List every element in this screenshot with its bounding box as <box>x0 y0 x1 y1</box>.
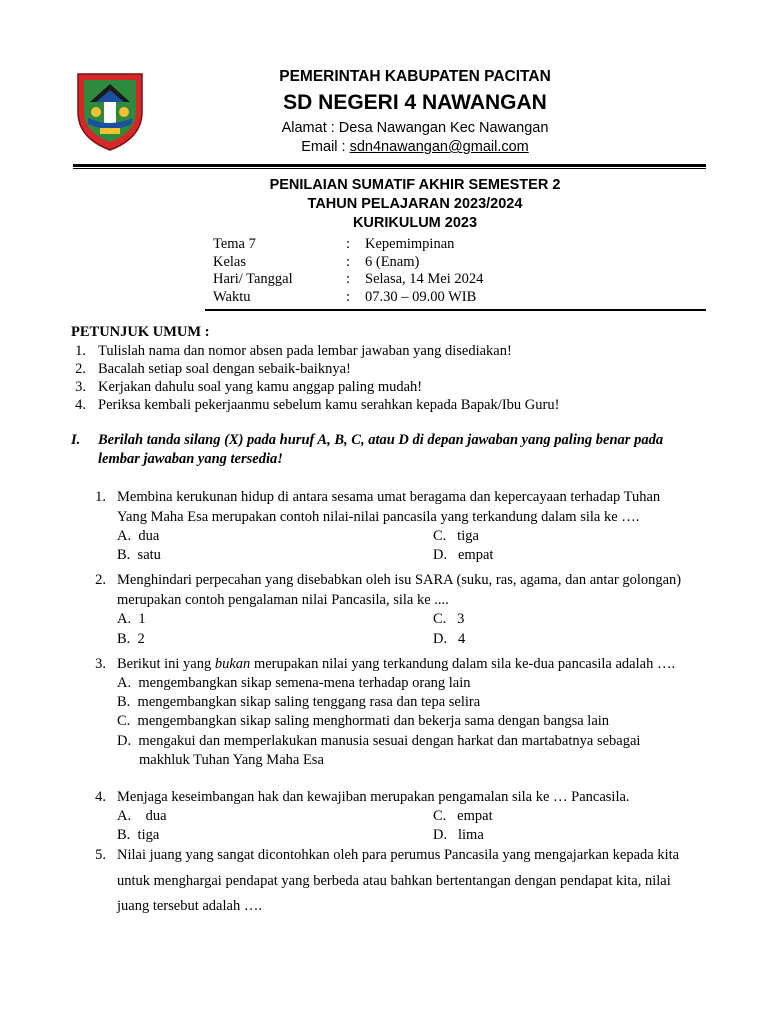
option-text: mengembangkan sikap saling tenggang rasa dan tepa selira <box>137 694 481 710</box>
section-instruction-cont: lembar jawaban yang tersedia! <box>98 451 283 467</box>
school-name: SD NEGERI 4 NAWANGAN <box>283 91 547 114</box>
instruction-item: Tulislah nama dan nomor absen pada lembar jawaban yang disediakan! <box>98 343 512 359</box>
section-instruction: Berilah tanda silang (X) pada huruf A, B, C, atau D di depan jawaban yang paling benar pada <box>98 432 664 448</box>
option-d[interactable]: D. 4 <box>433 631 466 647</box>
info-value: 07.30 – 09.00 WIB <box>365 289 477 305</box>
option-a[interactable]: A. mengembangkan sikap semena-mena terhadap orang lain <box>117 675 471 691</box>
option-text: 3 <box>457 611 465 627</box>
question-number: 3. <box>95 656 106 672</box>
header-divider-thick <box>73 164 706 167</box>
instruction-item: Bacalah setiap soal dengan sebaik-baiknya! <box>98 361 351 377</box>
info-value: Kepemimpinan <box>365 236 455 252</box>
instructions-heading: PETUNJUK UMUM : <box>71 324 210 340</box>
question-text-part: merupakan nilai yang terkandung dalam sila ke-dua pancasila adalah …. <box>250 656 676 672</box>
option-text: mengembangkan sikap semena-mena terhadap orang lain <box>138 675 471 691</box>
option-c[interactable]: C. 3 <box>433 611 465 627</box>
info-colon: : <box>346 271 351 287</box>
question-emphasis: bukan <box>214 656 251 672</box>
option-a[interactable]: A. 1 <box>117 611 146 627</box>
question-number: 5. <box>95 847 106 863</box>
info-colon: : <box>346 236 351 252</box>
email-label: Email : <box>301 139 350 155</box>
question-text: Membina kerukunan hidup di antara sesama umat beragama dan kepercayaan terhadap Tuhan <box>117 489 661 505</box>
option-text: empat <box>457 808 493 824</box>
option-text: 2 <box>137 631 145 647</box>
question-text <box>117 656 675 673</box>
question-number: 2. <box>95 572 106 588</box>
instruction-item: Kerjakan dahulu soal yang kamu anggap paling mudah! <box>98 379 423 395</box>
option-text: lima <box>457 827 484 843</box>
option-d-cont: makhluk Tuhan Yang Maha Esa <box>139 752 324 768</box>
question-text: Nilai juang yang sangat dicontohkan oleh para perumus Pancasila yang mengajarkan kepada kita <box>117 847 680 863</box>
option-text: satu <box>137 547 161 563</box>
option-text: tiga <box>457 528 479 544</box>
email-link[interactable]: sdn4nawangan@gmail.com <box>349 139 529 155</box>
instruction-number: 1. <box>75 343 86 359</box>
option-b[interactable]: B. tiga <box>117 827 160 843</box>
info-key: Tema 7 <box>213 236 256 252</box>
question-text-cont: Yang Maha Esa merupakan contoh nilai-nilai pancasila yang terkandung dalam sila ke …. <box>117 509 640 525</box>
option-b[interactable]: B. 2 <box>117 631 145 647</box>
option-d[interactable]: D. empat <box>433 547 494 563</box>
instruction-number: 3. <box>75 379 86 395</box>
question-text-part: Berikut ini yang <box>117 656 215 672</box>
government-name: PEMERINTAH KABUPATEN PACITAN <box>279 68 551 85</box>
option-b[interactable]: B. mengembangkan sikap saling tenggang rasa dan tepa selira <box>117 694 481 710</box>
question-text-cont: untuk menghargai pendapat yang berbeda atau bahkan bertentangan dengan pendapat kita, nilai <box>117 873 671 889</box>
exam-title: PENILAIAN SUMATIF AKHIR SEMESTER 2 <box>269 177 561 193</box>
option-text: tiga <box>137 827 160 843</box>
question-text-cont: juang tersebut adalah …. <box>117 898 262 914</box>
school-email-line <box>220 139 610 155</box>
option-text: mengembangkan sikap saling menghormati dan bekerja sama dengan bangsa lain <box>137 713 610 729</box>
option-a[interactable]: A. dua <box>117 808 167 824</box>
question-number: 1. <box>95 489 106 505</box>
option-c[interactable]: C. tiga <box>433 528 479 544</box>
info-colon: : <box>346 289 351 305</box>
instruction-item: Periksa kembali pekerjaanmu sebelum kamu serahkan kepada Bapak/Ibu Guru! <box>98 397 560 413</box>
question-number: 4. <box>95 789 106 805</box>
school-address: Alamat : Desa Nawangan Kec Nawangan <box>281 120 549 136</box>
academic-year: TAHUN PELAJARAN 2023/2024 <box>307 196 523 212</box>
curriculum: KURIKULUM 2023 <box>352 215 478 231</box>
section-numeral: I. <box>71 432 81 448</box>
question-text: Menghindari perpecahan yang disebabkan oleh isu SARA (suku, ras, agama, dan antar golongan) <box>117 572 682 588</box>
question-text-cont: merupakan contoh pengalaman nilai Pancasila, sila ke .... <box>117 592 449 608</box>
option-d[interactable]: D. mengakui dan memperlakukan manusia sesuai dengan harkat dan martabatnya sebagai <box>117 733 641 749</box>
info-key: Kelas <box>213 254 247 270</box>
header-divider-thin <box>73 168 706 169</box>
option-a[interactable]: A. dua <box>117 528 160 544</box>
option-text: mengakui dan memperlakukan manusia sesuai dengan harkat dan martabatnya sebagai <box>138 733 641 749</box>
info-colon: : <box>346 254 351 270</box>
option-c[interactable]: C. mengembangkan sikap saling menghormati dan bekerja sama dengan bangsa lain <box>117 713 610 729</box>
option-c[interactable]: C. empat <box>433 808 493 824</box>
instruction-number: 4. <box>75 397 86 413</box>
regency-emblem-icon <box>74 68 146 152</box>
question-text: Menjaga keseimbangan hak dan kewajiban merupakan pengamalan sila ke … Pancasila. <box>117 789 630 805</box>
option-text: dua <box>145 808 167 824</box>
option-text: 4 <box>457 631 466 647</box>
option-text: dua <box>138 528 160 544</box>
info-value: Selasa, 14 Mei 2024 <box>365 271 484 287</box>
info-key: Hari/ Tanggal <box>213 271 293 287</box>
option-text: 1 <box>138 611 146 627</box>
option-b[interactable]: B. satu <box>117 547 161 563</box>
option-text: empat <box>457 547 494 563</box>
option-d[interactable]: D. lima <box>433 827 484 843</box>
instruction-number: 2. <box>75 361 86 377</box>
info-divider <box>205 309 706 311</box>
info-value: 6 (Enam) <box>365 254 420 270</box>
info-key: Waktu <box>213 289 251 305</box>
